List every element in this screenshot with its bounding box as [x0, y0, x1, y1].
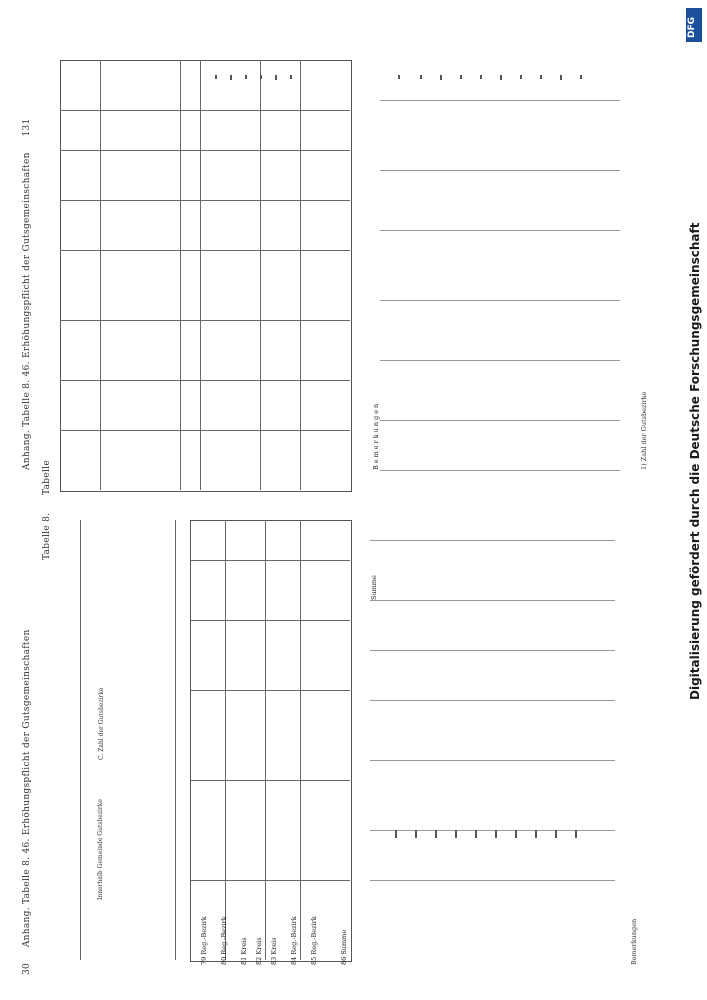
left-row-79: 79 Reg.-Bezirk	[200, 916, 208, 965]
left-row-81: 81 Kreis	[240, 937, 248, 965]
left-footnote: Bemerkungen	[630, 918, 638, 965]
left-page-number: 30	[22, 962, 32, 975]
left-row-82: 82 Kreis	[255, 937, 263, 965]
left-row-85: 85 Reg.-Bezirk	[310, 916, 318, 965]
right-spaced-label: Bemerkungen	[372, 401, 380, 470]
dfg-logo: DFG	[686, 8, 702, 42]
left-row-83: 83 Kreis	[270, 937, 278, 965]
right-page-number: 131	[22, 118, 32, 137]
left-row-86: 86 Summe	[340, 929, 348, 965]
left-col-header-group: C. Zahl der Gutsbezirke	[98, 687, 105, 760]
left-col-header-main: Innerhalb Gemeinde Gutsbezirke	[97, 799, 104, 900]
right-footnote: 1) Zahl der Gutsbezirke	[640, 391, 648, 470]
right-table-label: Tabelle	[42, 460, 52, 495]
left-running-head-text: Anhang. Tabelle 8. 46. Erhöhungspflicht der Gutsgemeinschaften	[22, 629, 32, 948]
left-table-label: Tabelle 8.	[42, 512, 52, 560]
left-row-84: 84 Reg.-Bezirk	[290, 916, 298, 965]
right-running-head-text: Anhang. Tabelle 8. 46. Erhöhungspflicht der Gutsgemeinschaften	[22, 152, 32, 470]
left-row-80: 80 Reg.-Bezirk	[220, 916, 228, 965]
left-section-label: Summe	[370, 575, 378, 600]
watermark-text: Digitalisierung gefördert durch die Deutsche Forschungsgemeinschaft	[688, 222, 702, 700]
